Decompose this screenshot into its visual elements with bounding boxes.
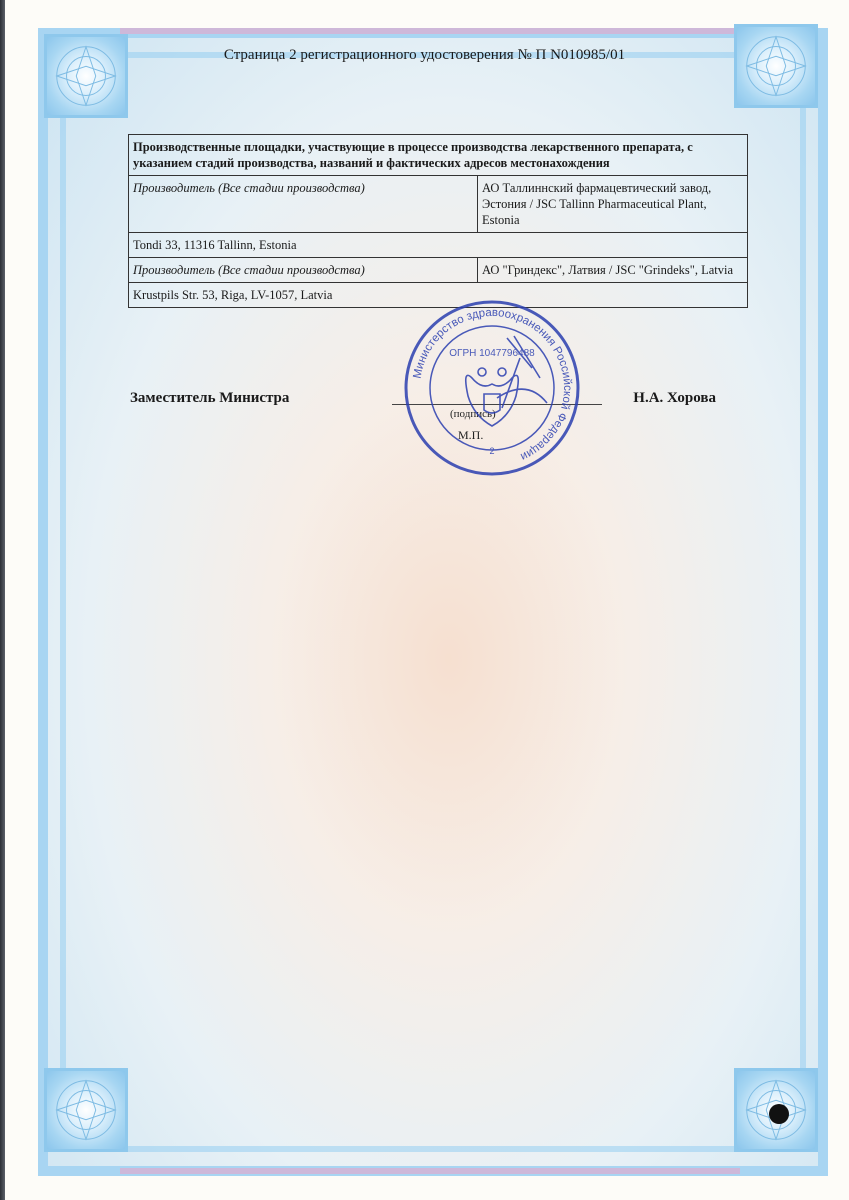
scan-left-edge [0, 0, 5, 1200]
decorative-band-bottom [120, 1168, 740, 1174]
site-role: Производитель (Все стадии производства) [129, 176, 478, 233]
site-name: АО "Гриндекс", Латвия / JSC "Grindeks", Latvia [478, 258, 748, 283]
signatory-name: Н.А. Хорова [633, 390, 716, 406]
corner-ornament-bottom-left [44, 1068, 128, 1152]
punch-hole [769, 1104, 789, 1124]
signatory-position: Заместитель Министра [130, 390, 290, 406]
table-row [129, 233, 748, 258]
signature-caption: (подпись) [450, 408, 496, 420]
site-address: Tondi 33, 11316 Tallinn, Estonia [129, 233, 748, 258]
official-stamp [402, 298, 582, 478]
page-header: Страница 2 регистрационного удостоверения № П N010985/01 [223, 47, 626, 63]
production-sites-table [128, 134, 748, 308]
table-title: Производственные площадки, участвующие в процессе производства лекарственного препарата, с указанием стадий производства, названий и фактических адресов местонахождения [129, 135, 748, 176]
seal-label: М.П. [458, 428, 484, 442]
stamp-text: Министерство здравоохранения Российской Федерации [411, 306, 574, 463]
stamp-ogrn: ОГРН 1047796488 [449, 348, 535, 359]
site-address: Krustpils Str. 53, Riga, LV-1057, Latvia [129, 283, 748, 308]
corner-ornament-top-right [734, 24, 818, 108]
site-name: АО Таллиннский фармацевтический завод, Эстония / JSC Tallinn Pharmaceutical Plant, Estonia [478, 176, 748, 233]
signature-scribble [497, 336, 547, 408]
stamp-number: 2 [489, 446, 495, 456]
coat-of-arms-icon [466, 368, 519, 426]
table-row [129, 258, 748, 283]
site-role: Производитель (Все стадии производства) [129, 258, 478, 283]
decorative-band-top [120, 28, 740, 34]
table-row [129, 176, 748, 233]
